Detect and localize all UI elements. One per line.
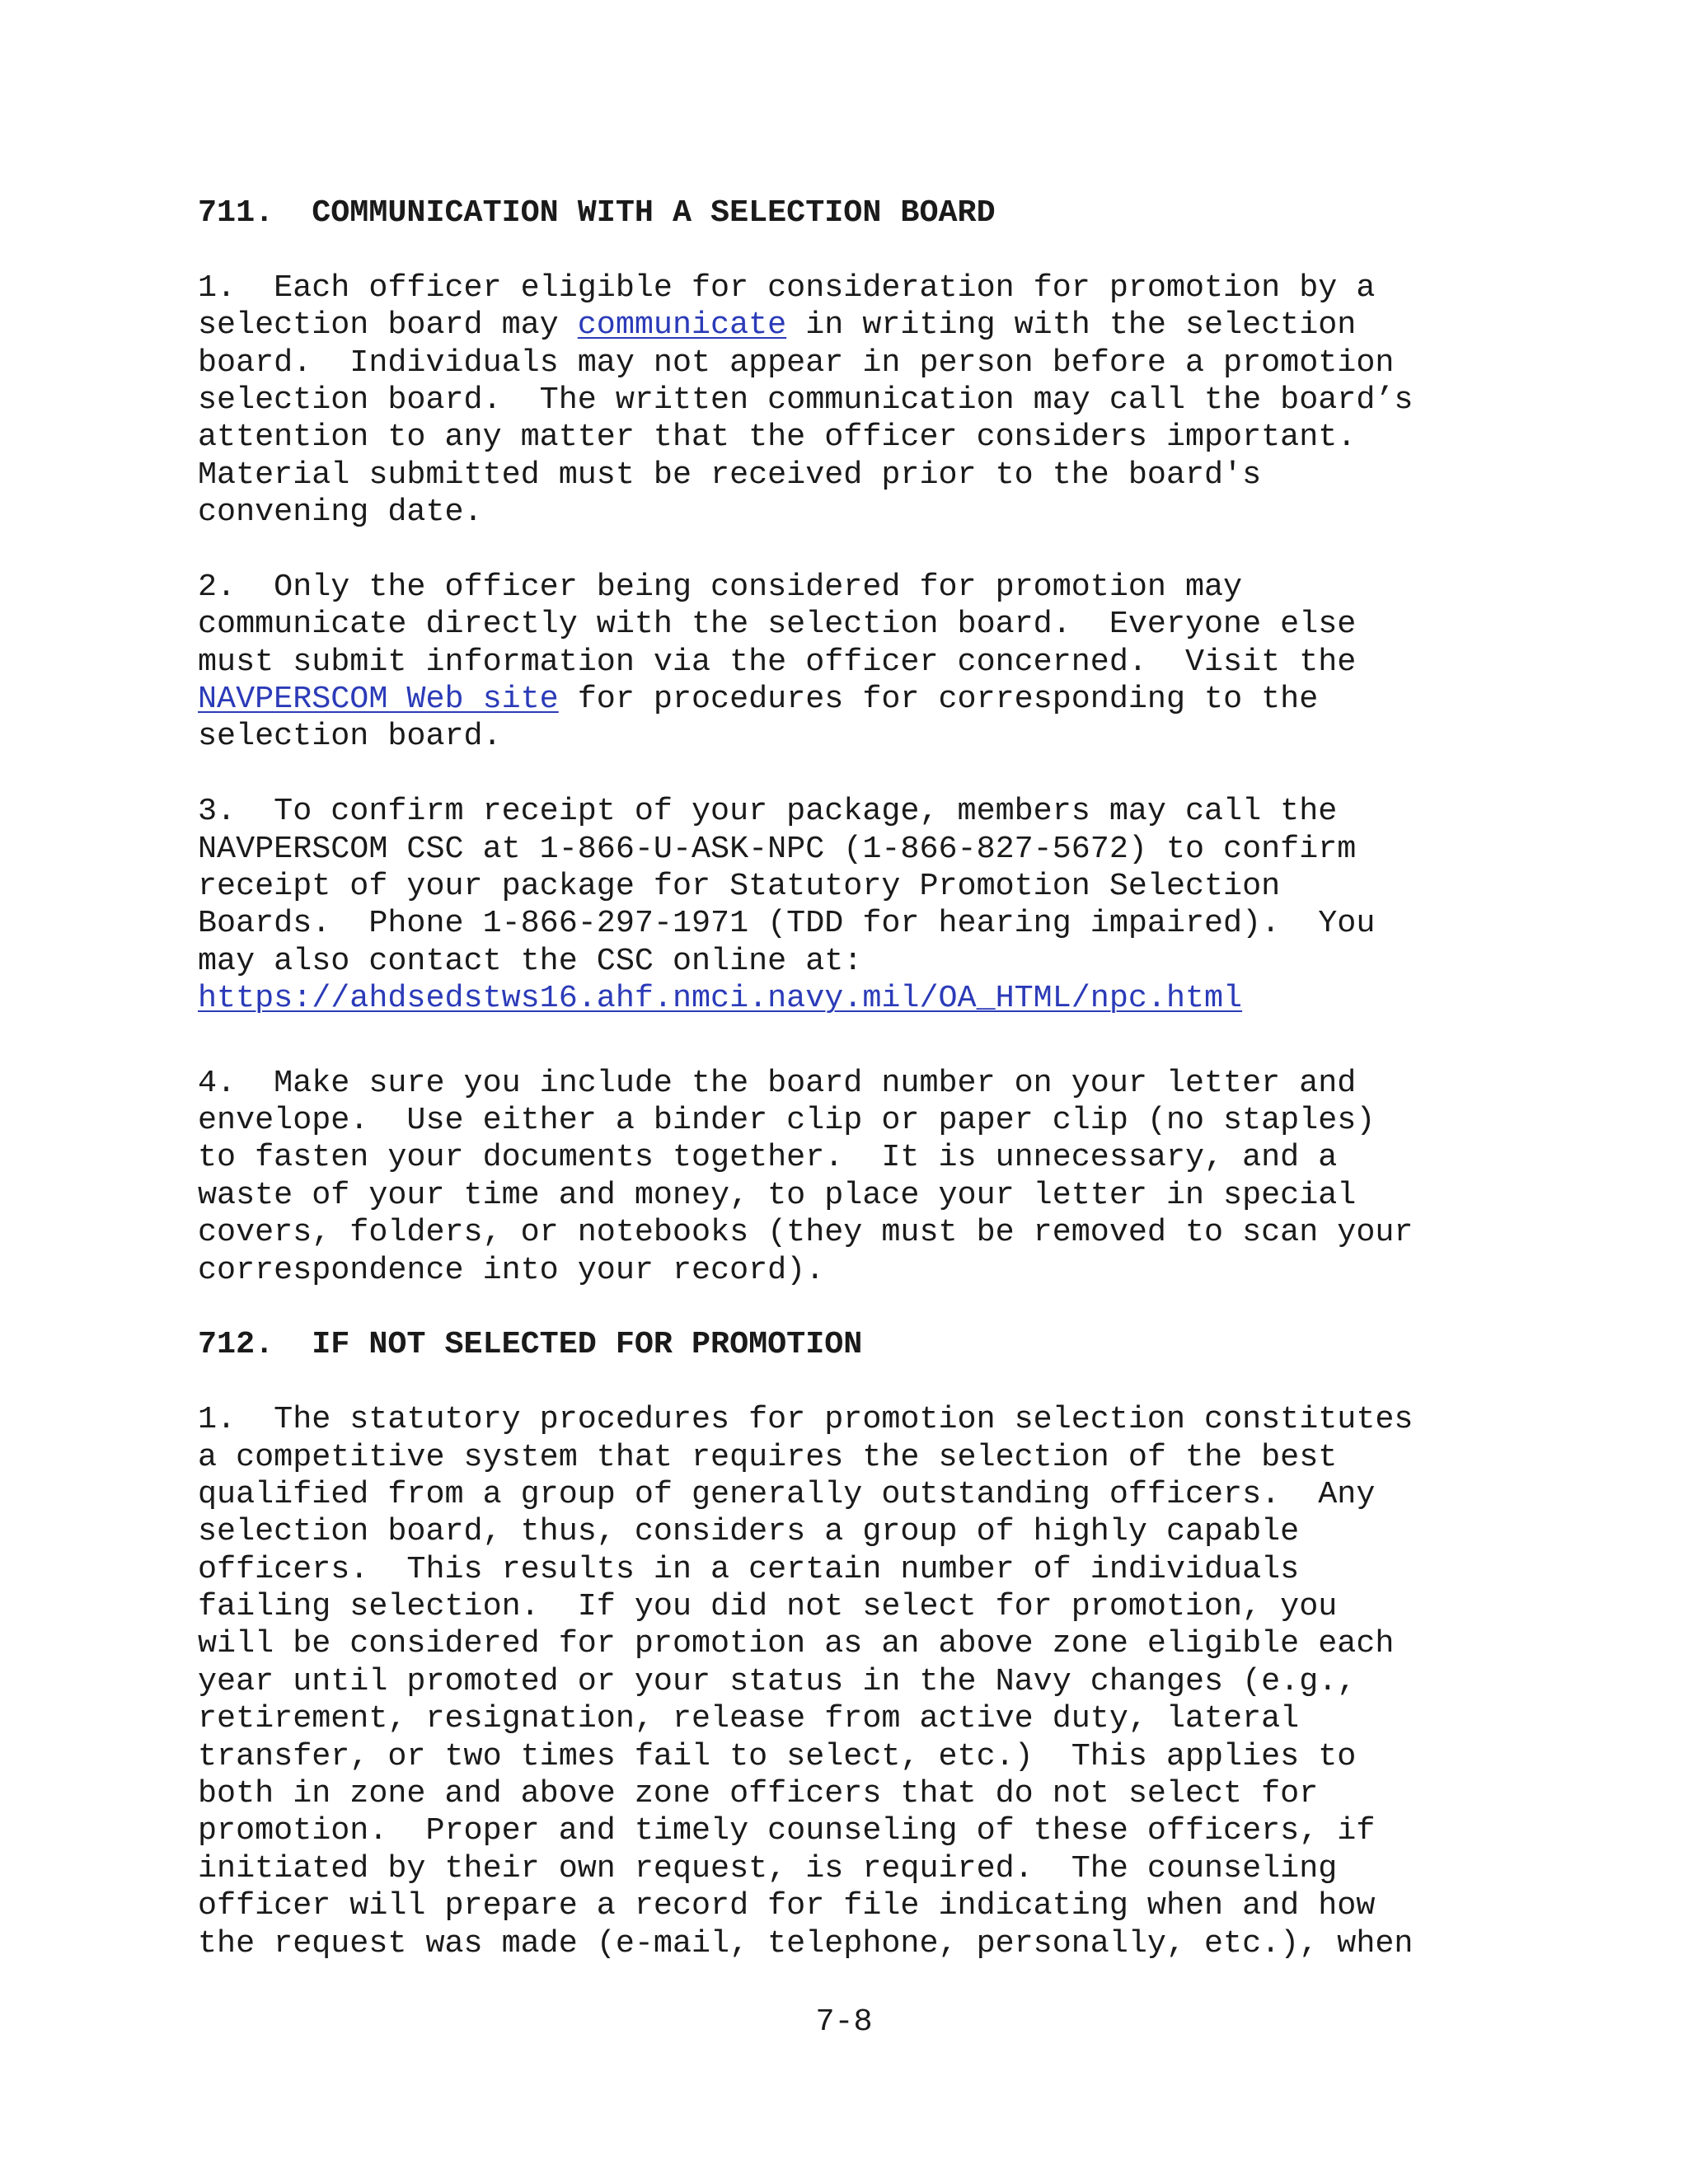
page-number: 7-8 (815, 2004, 873, 2040)
text-line: selection board. The written communication may call the board’s (198, 381, 1414, 418)
text-line: failing selection. If you did not select for promotion, you (198, 1588, 1338, 1625)
text-line: 4. Make sure you include the board number on your letter and (198, 1064, 1357, 1101)
section-711-paragraph-3 (198, 793, 1517, 1017)
text-line: 1. The statutory procedures for promotion selection constitutes (198, 1401, 1414, 1438)
text-line: selection board may communicate in writing with the selection (198, 307, 1357, 344)
csc-online-url-link[interactable]: https://ahdsedstws16.ahf.nmci.navy.mil/OA_HTML/npc.html (198, 980, 1243, 1017)
text-line: correspondence into your record). (198, 1251, 825, 1288)
text-line: transfer, or two times fail to select, etc.) This applies to (198, 1737, 1357, 1774)
text-line: receipt of your package for Statutory Promotion Selection (198, 868, 1281, 905)
text-line: 2. Only the officer being considered for promotion may (198, 568, 1243, 605)
text-line: the request was made (e-mail, telephone, personally, etc.), when (198, 1924, 1414, 1961)
text-line: may also contact the CSC online at: (198, 942, 863, 979)
text-line: selection board, thus, considers a group of highly capable (198, 1513, 1300, 1550)
text-line: waste of your time and money, to place your letter in special (198, 1176, 1357, 1213)
text-line: communicate directly with the selection board. Everyone else (198, 606, 1357, 643)
text-line: Material submitted must be received prior to the board's (198, 456, 1262, 493)
text-line: NAVPERSCOM Web site for procedures for corresponding to the (198, 681, 1319, 718)
text-line: NAVPERSCOM CSC at 1-866-U-ASK-NPC (1-866-827-5672) to confirm (198, 830, 1357, 867)
section-711-heading: 711. COMMUNICATION WITH A SELECTION BOARD (198, 194, 996, 231)
text-line: envelope. Use either a binder clip or paper clip (no staples) (198, 1101, 1376, 1138)
communicate-link[interactable]: communicate (577, 307, 787, 344)
text-line: both in zone and above zone officers that do not select for (198, 1775, 1319, 1812)
navperscom-web-site-link[interactable]: NAVPERSCOM Web site (198, 681, 559, 718)
text-line: convening date. (198, 494, 483, 531)
text-line: initiated by their own request, is required. The counseling (198, 1849, 1338, 1886)
text-line: to fasten your documents together. It is unnecessary, and a (198, 1139, 1338, 1176)
text-line: attention to any matter that the officer considers important. (198, 419, 1357, 456)
section-712-heading: 712. IF NOT SELECTED FOR PROMOTION (198, 1326, 863, 1363)
text-line: 1. Each officer eligible for consideration for promotion by a (198, 269, 1376, 306)
section-711-paragraph-2 (198, 569, 1517, 756)
section-711-paragraph-4 (198, 1065, 1517, 1289)
text-line: officers. This results in a certain number of individuals (198, 1550, 1300, 1587)
section-712-paragraph-1 (198, 1401, 1517, 1962)
text-line: selection board. (198, 718, 502, 755)
text-line: promotion. Proper and timely counseling of these officers, if (198, 1812, 1376, 1849)
text-line (198, 980, 1517, 1017)
text-line: covers, folders, or notebooks (they must be removed to scan your (198, 1214, 1414, 1251)
text-line: board. Individuals may not appear in person before a promotion (198, 344, 1395, 381)
text-line: officer will prepare a record for file indicating when and how (198, 1887, 1376, 1924)
section-711-paragraph-1 (198, 269, 1517, 532)
text-line: must submit information via the officer concerned. Visit the (198, 643, 1357, 680)
text-line: 3. To confirm receipt of your package, members may call the (198, 793, 1338, 830)
document-body (198, 194, 1517, 1962)
text-line: year until promoted or your status in the Navy changes (e.g., (198, 1662, 1357, 1699)
text-line: a competitive system that requires the selection of the best (198, 1438, 1338, 1475)
text-line: retirement, resignation, release from active duty, lateral (198, 1700, 1300, 1737)
text-line: Boards. Phone 1-866-297-1971 (TDD for hearing impaired). You (198, 905, 1376, 942)
text-line: will be considered for promotion as an above zone eligible each (198, 1625, 1395, 1662)
text-line: qualified from a group of generally outstanding officers. Any (198, 1475, 1376, 1512)
